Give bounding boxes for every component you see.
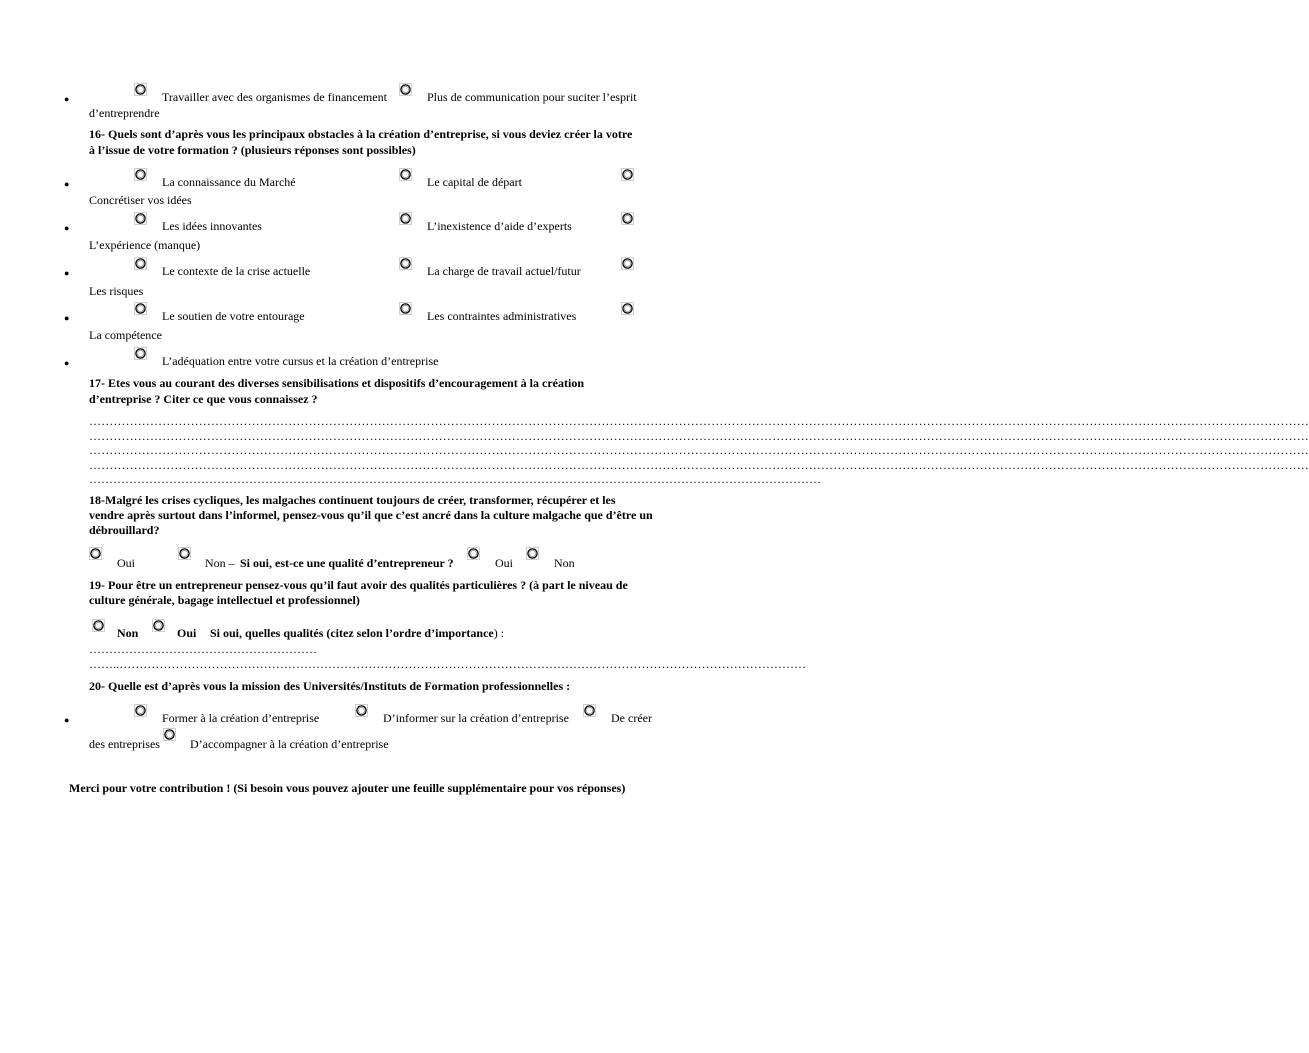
answer-dotted-line[interactable]: ………………………………………………………………………………………………………………………………………………………………………………………………………………………………………………………………………… [89, 458, 1309, 472]
radio-icon[interactable] [399, 302, 412, 315]
option-label: Oui [117, 556, 135, 570]
radio-circle-icon [178, 547, 191, 560]
radio-circle-icon [89, 547, 102, 560]
radio-circle-icon [134, 83, 147, 96]
option-label: La charge de travail actuel/futur [427, 264, 581, 278]
radio-circle-icon [399, 83, 412, 96]
question-18-title: débrouillard? [89, 523, 160, 537]
question-17-title: d’entreprise ? Citer ce que vous connaissez ? [89, 392, 318, 406]
radio-circle-icon [467, 547, 480, 560]
radio-circle-icon [134, 212, 147, 225]
radio-circle-icon [526, 547, 539, 560]
radio-icon[interactable] [467, 547, 480, 560]
option-label: Non – [205, 556, 235, 570]
option-label: Oui [177, 626, 197, 640]
bullet: ● [64, 94, 70, 104]
radio-circle-icon [152, 619, 165, 632]
radio-icon[interactable] [134, 704, 147, 717]
radio-icon[interactable] [134, 347, 147, 360]
bullet: ● [64, 313, 70, 323]
radio-icon[interactable] [355, 704, 368, 717]
radio-icon[interactable] [583, 704, 596, 717]
radio-circle-icon [399, 168, 412, 181]
question-16-title: 16- Quels sont d’après vous les principaux obstacles à la création d’entreprise, si vous deviez créer la votre [89, 127, 633, 141]
radio-circle-icon [399, 302, 412, 315]
answer-dotted-line[interactable]: ……..……………………………………………………………………………………………………………………………………………………… [89, 657, 807, 671]
option-label: L’inexistence d’aide d’experts [427, 219, 572, 233]
answer-dotted-line[interactable]: ………………………………………………………………………………………………………………………………………………………………… [89, 472, 821, 486]
radio-icon[interactable] [89, 547, 102, 560]
option-label: La compétence [89, 328, 162, 342]
radio-icon[interactable] [621, 168, 634, 181]
option-label: D’accompagner à la création d’entreprise [190, 737, 389, 751]
radio-circle-icon [621, 257, 634, 270]
radio-circle-icon [399, 257, 412, 270]
radio-icon[interactable] [399, 257, 412, 270]
answer-dotted-line[interactable]: ………………………………………………………………………………………………………………………………………………………………………………………………………………………………………………………………………… [89, 443, 1309, 457]
radio-circle-icon [621, 302, 634, 315]
option-label: des entreprises [89, 737, 160, 751]
follow-up-question: Si oui, quelles qualités (citez selon l’ordre d’importance) : [210, 626, 505, 640]
option-label: Concrétiser vos idées [89, 193, 192, 207]
bullet: ● [64, 179, 70, 189]
bullet: ● [64, 223, 70, 233]
radio-icon[interactable] [163, 728, 176, 741]
question-19-title: 19- Pour être un entrepreneur pensez-vous qu’il faut avoir des qualités particulières ? (à part le niveau de [89, 578, 628, 592]
radio-circle-icon [134, 257, 147, 270]
question-18-title: vendre après surtout dans l’informel, pensez-vous qu’il que c’est ancré dans la culture malgache que d’être un [89, 508, 653, 522]
question-17-title: 17- Etes vous au courant des diverses sensibilisations et dispositifs d’encouragement à la création [89, 376, 584, 390]
radio-icon[interactable] [621, 212, 634, 225]
question-19-title: culture générale, bagage intellectuel et professionnel) [89, 593, 360, 607]
option-label: Plus de communication pour suciter l’esprit [427, 90, 637, 104]
radio-circle-icon [621, 212, 634, 225]
option-label: Le contexte de la crise actuelle [162, 264, 311, 278]
radio-circle-icon [92, 619, 105, 632]
bullet: ● [64, 268, 70, 278]
answer-dotted-line[interactable]: ………………………………………………… [89, 642, 317, 656]
closing-note: Merci pour votre contribution ! (Si besoin vous pouvez ajouter une feuille supplémentaire pour vos réponses) [69, 781, 626, 795]
option-label: Les contraintes administratives [427, 309, 577, 323]
radio-icon[interactable] [134, 83, 147, 96]
radio-circle-icon [399, 212, 412, 225]
radio-icon[interactable] [92, 619, 105, 632]
radio-icon[interactable] [152, 619, 165, 632]
radio-circle-icon [134, 704, 147, 717]
option-label: Le soutien de votre entourage [162, 309, 305, 323]
option-label: L’expérience (manque) [89, 238, 201, 252]
option-label: D’informer sur la création d’entreprise [383, 711, 569, 725]
radio-circle-icon [134, 302, 147, 315]
option-label: Non [554, 556, 575, 570]
radio-icon[interactable] [399, 168, 412, 181]
radio-circle-icon [621, 168, 634, 181]
follow-up-question: Si oui, est-ce une qualité d’entrepreneur ? [240, 556, 454, 570]
radio-circle-icon [583, 704, 596, 717]
option-label: De créer [611, 711, 652, 725]
radio-circle-icon [355, 704, 368, 717]
radio-icon[interactable] [134, 257, 147, 270]
question-18-title: 18-Malgré les crises cycliques, les malgaches continuent toujours de créer, transformer, récupérer et les [89, 493, 616, 507]
option-label: Travailler avec des organismes de financement [162, 90, 387, 104]
radio-circle-icon [134, 347, 147, 360]
option-label: Former à la création d’entreprise [162, 711, 320, 725]
option-label: Les risques [89, 284, 144, 298]
radio-icon[interactable] [621, 302, 634, 315]
radio-icon[interactable] [134, 212, 147, 225]
option-label: L’adéquation entre votre cursus et la création d’entreprise [162, 354, 439, 368]
option-label: La connaissance du Marché [162, 175, 296, 189]
radio-icon[interactable] [134, 302, 147, 315]
radio-icon[interactable] [399, 212, 412, 225]
answer-dotted-line[interactable]: ………………………………………………………………………………………………………………………………………………………………………………………………………………………………………………………………………… [89, 429, 1309, 443]
answer-dotted-line[interactable]: ………………………………………………………………………………………………………………………………………………………………………………………………………………………………………………………………………… [89, 414, 1309, 428]
radio-icon[interactable] [399, 83, 412, 96]
radio-circle-icon [134, 168, 147, 181]
question-20-title: 20- Quelle est d’après vous la mission des Universités/Instituts de Formation professionnelles : [89, 679, 571, 693]
question-16-title: à l’issue de votre formation ? (plusieurs réponses sont possibles) [89, 143, 416, 157]
option-label: Oui [495, 556, 513, 570]
radio-icon[interactable] [526, 547, 539, 560]
option-label: d’entreprendre [89, 106, 160, 120]
option-label: Non [117, 626, 139, 640]
radio-icon[interactable] [178, 547, 191, 560]
option-label: Les idées innovantes [162, 219, 262, 233]
bullet: ● [64, 358, 70, 368]
radio-icon[interactable] [134, 168, 147, 181]
radio-icon[interactable] [621, 257, 634, 270]
radio-circle-icon [163, 728, 176, 741]
option-label: Le capital de départ [427, 175, 522, 189]
bullet: ● [64, 715, 70, 725]
